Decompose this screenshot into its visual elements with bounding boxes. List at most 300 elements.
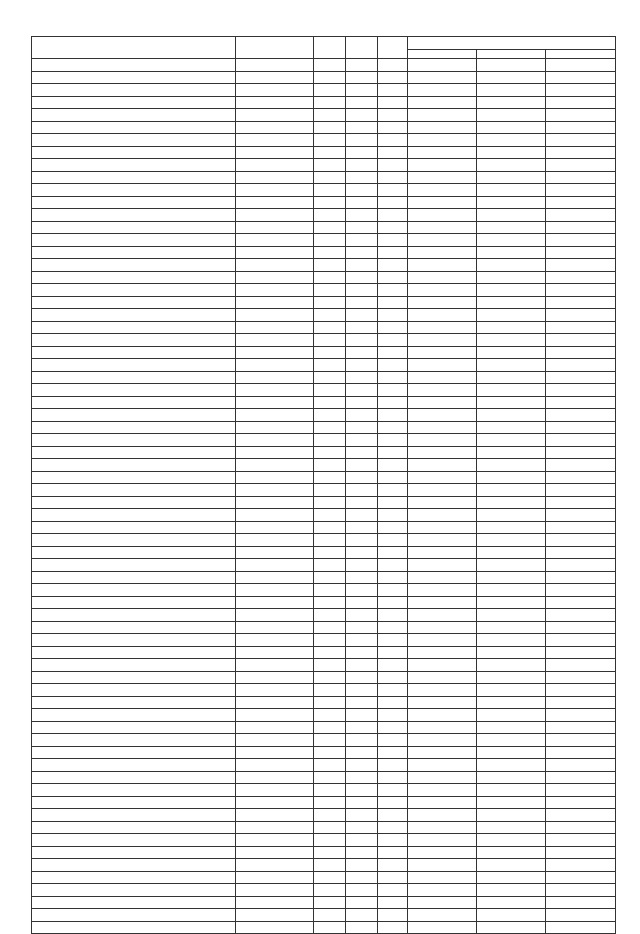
budget-table [31,36,616,934]
table-cell [477,96,546,109]
table-cell [32,796,236,809]
table-cell [477,284,546,297]
table-cell [314,859,346,872]
table-cell [546,709,616,722]
table-cell [477,234,546,247]
table-row [32,584,616,597]
table-cell [236,146,314,159]
table-cell [378,359,408,372]
table-row [32,671,616,684]
table-cell [546,171,616,184]
table-cell [346,721,378,734]
table-cell [314,159,346,172]
table-cell [408,109,477,122]
table-cell [477,371,546,384]
table-cell [346,771,378,784]
table-cell [314,496,346,509]
table-cell [477,146,546,159]
table-cell [477,521,546,534]
table-cell [346,284,378,297]
table-cell [477,734,546,747]
table-cell [236,596,314,609]
table-cell [314,309,346,322]
table-row [32,84,616,97]
table-cell [408,546,477,559]
table-row [32,421,616,434]
table-cell [32,109,236,122]
table-cell [314,634,346,647]
table-cell [408,259,477,272]
table-cell [408,396,477,409]
table-cell [378,259,408,272]
table-row [32,459,616,472]
table-cell [236,321,314,334]
table-cell [314,259,346,272]
table-cell [314,346,346,359]
table-row [32,159,616,172]
table-cell [477,159,546,172]
table-cell [236,496,314,509]
table-cell [408,96,477,109]
table-cell [236,634,314,647]
table-cell [378,159,408,172]
table-cell [408,346,477,359]
header-code [236,37,314,59]
table-cell [32,821,236,834]
table-cell [378,421,408,434]
table-cell [32,584,236,597]
table-cell [477,309,546,322]
table-cell [346,171,378,184]
table-cell [236,809,314,822]
table-cell [346,234,378,247]
table-cell [546,109,616,122]
table-cell [408,309,477,322]
table-cell [346,709,378,722]
table-row [32,771,616,784]
table-cell [314,109,346,122]
table-cell [477,784,546,797]
table-cell [314,771,346,784]
table-cell [378,821,408,834]
table-cell [546,284,616,297]
table-cell [477,896,546,909]
table-cell [378,121,408,134]
table-cell [378,221,408,234]
table-cell [346,134,378,147]
table-cell [477,571,546,584]
table-cell [32,921,236,934]
table-cell [32,409,236,422]
table-cell [32,784,236,797]
table-cell [477,696,546,709]
table-cell [378,859,408,872]
table-cell [236,646,314,659]
table-cell [236,884,314,897]
table-row [32,884,616,897]
table-cell [314,571,346,584]
table-cell [346,459,378,472]
table-cell [378,696,408,709]
table-cell [408,246,477,259]
table-cell [32,384,236,397]
table-cell [32,71,236,84]
table-cell [236,721,314,734]
table-cell [346,896,378,909]
table-cell [378,271,408,284]
table-row [32,346,616,359]
table-cell [236,896,314,909]
table-cell [314,409,346,422]
table-cell [408,209,477,222]
table-cell [314,546,346,559]
table-cell [236,234,314,247]
table-cell [408,384,477,397]
table-row [32,334,616,347]
table-cell [546,621,616,634]
table-cell [546,396,616,409]
table-cell [477,471,546,484]
table-cell [346,659,378,672]
table-row [32,396,616,409]
table-cell [477,871,546,884]
table-cell [236,296,314,309]
table-cell [32,734,236,747]
table-cell [346,496,378,509]
table-cell [408,371,477,384]
table-cell [477,121,546,134]
table-cell [32,346,236,359]
table-row [32,171,616,184]
table-cell [346,621,378,634]
table-row [32,646,616,659]
table-cell [32,909,236,922]
table-cell [378,846,408,859]
table-row [32,71,616,84]
table-cell [32,884,236,897]
table-cell [408,84,477,97]
table-cell [546,184,616,197]
table-row [32,259,616,272]
table-cell [346,809,378,822]
table-cell [408,684,477,697]
table-cell [408,284,477,297]
table-cell [314,734,346,747]
table-row [32,709,616,722]
table-cell [236,384,314,397]
table-cell [546,721,616,734]
table-cell [236,84,314,97]
table-cell [408,696,477,709]
table-cell [314,796,346,809]
table-cell [477,221,546,234]
table-cell [32,421,236,434]
table-cell [236,671,314,684]
table-row [32,809,616,822]
table-cell [236,584,314,597]
table-cell [378,871,408,884]
table-cell [546,259,616,272]
table-cell [236,71,314,84]
table-cell [236,284,314,297]
table-cell [32,671,236,684]
table-cell [477,196,546,209]
table-cell [408,621,477,634]
table-cell [314,196,346,209]
table-cell [346,471,378,484]
table-cell [346,846,378,859]
table-cell [346,71,378,84]
table-cell [236,221,314,234]
table-cell [378,409,408,422]
table-cell [32,434,236,447]
table-cell [236,309,314,322]
table-cell [346,446,378,459]
table-cell [546,871,616,884]
table-cell [314,396,346,409]
table-cell [314,746,346,759]
table-row [32,146,616,159]
table-row [32,196,616,209]
table-cell [346,796,378,809]
table-cell [546,446,616,459]
table-cell [408,584,477,597]
table-cell [32,809,236,822]
table-cell [346,159,378,172]
table-cell [408,484,477,497]
table-row [32,834,616,847]
table-cell [236,409,314,422]
table-cell [546,596,616,609]
table-cell [477,421,546,434]
table-cell [314,96,346,109]
table-cell [32,709,236,722]
table-cell [236,209,314,222]
table-cell [546,234,616,247]
table-cell [408,809,477,822]
table-cell [346,384,378,397]
table-row [32,571,616,584]
table-cell [346,684,378,697]
table-cell [32,746,236,759]
table-cell [546,296,616,309]
table-cell [314,234,346,247]
table-row [32,484,616,497]
table-row [32,296,616,309]
table-cell [314,534,346,547]
table-cell [346,321,378,334]
table-cell [477,171,546,184]
table-cell [346,696,378,709]
table-cell [378,546,408,559]
table-cell [546,309,616,322]
table-cell [546,584,616,597]
table-cell [314,909,346,922]
table-row [32,871,616,884]
table-row [32,534,616,547]
table-cell [477,59,546,72]
table-cell [408,184,477,197]
table-cell [236,246,314,259]
table-cell [408,421,477,434]
table-cell [314,659,346,672]
table-cell [378,709,408,722]
table-row [32,359,616,372]
table-cell [546,421,616,434]
table-cell [408,634,477,647]
table-cell [546,859,616,872]
table-cell [546,484,616,497]
table-cell [346,109,378,122]
table-cell [546,784,616,797]
table-row [32,796,616,809]
table-cell [378,659,408,672]
table-cell [346,184,378,197]
table-cell [32,209,236,222]
table-cell [236,659,314,672]
table-cell [346,359,378,372]
table-row [32,859,616,872]
table-cell [408,834,477,847]
table-cell [314,271,346,284]
table-cell [346,571,378,584]
table-row [32,621,616,634]
table-cell [477,834,546,847]
table-cell [378,496,408,509]
table-cell [408,909,477,922]
table-cell [32,371,236,384]
table-cell [408,71,477,84]
table-row [32,284,616,297]
table-cell [477,809,546,822]
table-row [32,759,616,772]
table-cell [408,334,477,347]
table-row [32,109,616,122]
table-cell [314,284,346,297]
table-cell [477,859,546,872]
table-row [32,209,616,222]
table-cell [477,759,546,772]
table-cell [546,909,616,922]
table-cell [32,509,236,522]
table-cell [236,484,314,497]
table-cell [378,796,408,809]
table-cell [546,684,616,697]
table-cell [477,771,546,784]
table-cell [477,921,546,934]
table-cell [236,334,314,347]
table-cell [236,834,314,847]
table-cell [236,734,314,747]
table-row [32,521,616,534]
table-row [32,121,616,134]
table-cell [32,871,236,884]
table-cell [32,859,236,872]
table-cell [314,696,346,709]
table-cell [236,109,314,122]
table-cell [346,271,378,284]
table-cell [346,209,378,222]
table-cell [32,121,236,134]
table-cell [408,921,477,934]
table-cell [236,509,314,522]
table-cell [378,471,408,484]
table-cell [346,734,378,747]
table-cell [314,809,346,822]
table-cell [477,609,546,622]
table-cell [346,309,378,322]
table-cell [477,409,546,422]
table-cell [236,846,314,859]
table-cell [408,134,477,147]
table-cell [378,209,408,222]
table-cell [477,559,546,572]
table-cell [477,796,546,809]
table-cell [314,359,346,372]
table-row [32,659,616,672]
table-cell [32,146,236,159]
table-row [32,446,616,459]
table-cell [546,634,616,647]
table-cell [346,559,378,572]
table-cell [346,96,378,109]
table-cell [346,646,378,659]
table-cell [546,809,616,822]
table-cell [378,671,408,684]
table-cell [408,234,477,247]
table-cell [378,309,408,322]
table-row [32,309,616,322]
table-cell [408,59,477,72]
table-cell [408,671,477,684]
table-cell [378,71,408,84]
table-cell [314,521,346,534]
table-cell [236,434,314,447]
table-cell [477,434,546,447]
table-cell [408,871,477,884]
table-cell [314,371,346,384]
table-cell [378,146,408,159]
table-cell [236,821,314,834]
table-cell [314,646,346,659]
table-cell [378,534,408,547]
table-cell [346,609,378,622]
table-cell [378,784,408,797]
table-body [32,59,616,934]
table-cell [346,784,378,797]
table-cell [314,721,346,734]
table-cell [314,821,346,834]
table-cell [346,859,378,872]
table-cell [314,559,346,572]
table-cell [408,196,477,209]
table-cell [314,421,346,434]
table-row [32,546,616,559]
table-cell [546,159,616,172]
table-cell [346,871,378,884]
table-cell [378,509,408,522]
table-cell [408,659,477,672]
table-cell [408,434,477,447]
table-cell [236,609,314,622]
table-cell [236,559,314,572]
table-cell [314,321,346,334]
table-row [32,609,616,622]
table-cell [408,746,477,759]
table-cell [378,84,408,97]
table-cell [314,59,346,72]
table-cell [408,846,477,859]
